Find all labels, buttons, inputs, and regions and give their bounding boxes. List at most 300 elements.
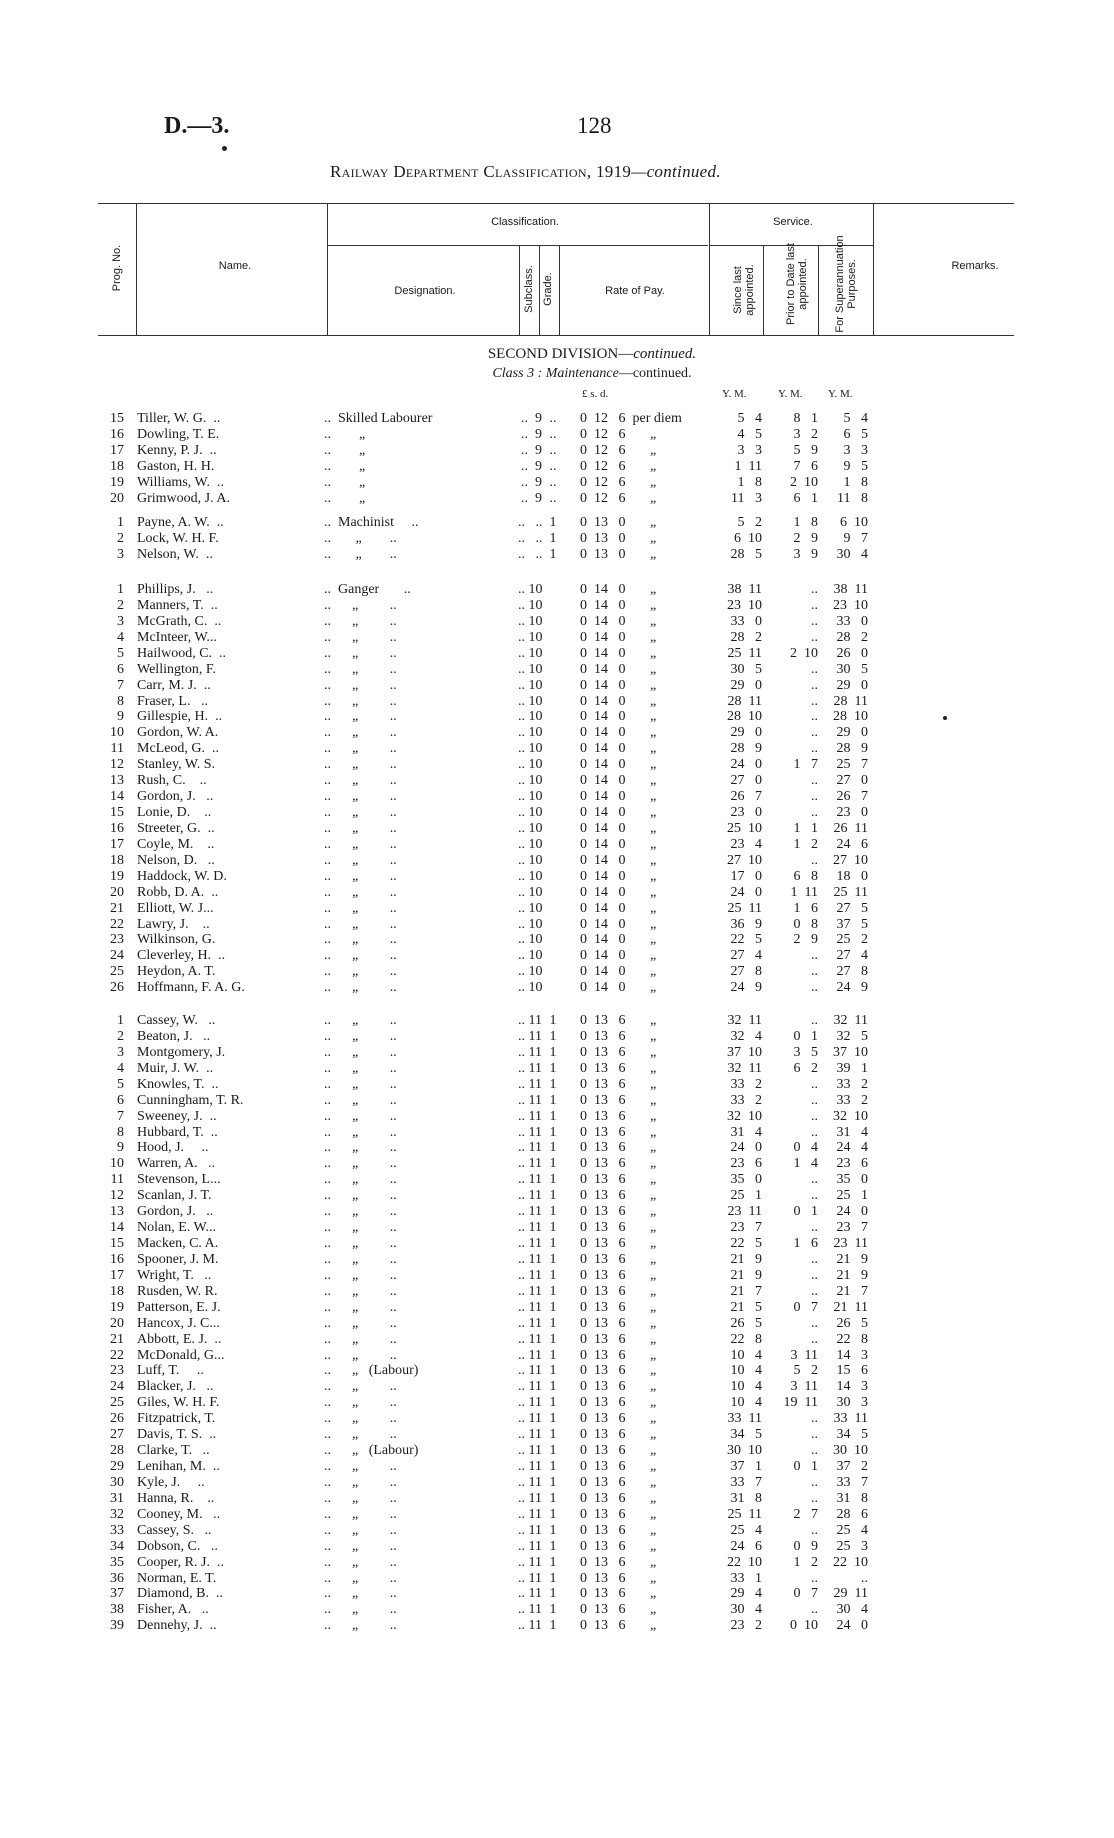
cell-prior: 6 1	[793, 490, 818, 506]
cell-no: 5	[117, 645, 124, 661]
cell-since: 27 0	[730, 773, 762, 789]
cell-no: 4	[117, 629, 124, 645]
cell-desig: .. „ ..	[324, 1522, 397, 1538]
cell-no: 2	[117, 597, 124, 613]
cell-desig: .. „	[324, 458, 366, 474]
cell-rate: 0 14 0 „	[580, 852, 657, 868]
table-row	[0, 678, 1114, 694]
cell-super: 30 4	[836, 1602, 868, 1618]
cell-since: 21 7	[730, 1283, 762, 1299]
cell-rate: 0 13 6 „	[580, 1251, 657, 1267]
table-row	[0, 1236, 1114, 1252]
cell-rate: 0 14 0 „	[580, 932, 657, 948]
cell-prior: 1 2	[793, 836, 818, 852]
cell-no: 6	[117, 661, 124, 677]
cell-desig: .. „ ..	[324, 1490, 397, 1506]
rule-header-bottom	[98, 335, 1014, 336]
cell-super: 24 4	[836, 1140, 868, 1156]
cell-prior: ..	[811, 964, 818, 980]
cell-name: Lenihan, M. ..	[137, 1459, 220, 1475]
cell-sub: .. ..	[518, 530, 543, 546]
cell-no: 6	[117, 1092, 124, 1108]
cell-no: 15	[110, 805, 124, 821]
cell-prior: ..	[811, 725, 818, 741]
cell-since: 37 1	[730, 1459, 762, 1475]
table-row	[0, 531, 1114, 547]
cell-desig: .. „ ..	[324, 980, 397, 996]
cell-grade: 1	[549, 1427, 557, 1443]
cell-desig: .. „ (Labour)	[324, 1363, 419, 1379]
cell-sub: .. 11	[518, 1490, 542, 1506]
cell-super: 29 0	[836, 677, 868, 693]
cell-sub: .. 10	[518, 836, 543, 852]
cell-grade: 1	[549, 1586, 557, 1602]
cell-desig: .. „ ..	[324, 1602, 397, 1618]
cell-desig: .. „ ..	[324, 1044, 397, 1060]
cell-since: 32 10	[727, 1108, 762, 1124]
cell-prior: ..	[811, 980, 818, 996]
cell-name: McGrath, C. ..	[137, 613, 222, 629]
cell-super: 6 10	[840, 515, 868, 530]
cell-super: 23 6	[836, 1156, 868, 1172]
cell-name: Hancox, J. C...	[137, 1315, 220, 1331]
cell-since: 4 5	[737, 426, 762, 442]
cell-name: Giles, W. H. F.	[137, 1395, 220, 1411]
cell-rate: 0 13 6 „	[580, 1283, 657, 1299]
cell-no: 3	[117, 1044, 124, 1060]
cell-no: 17	[110, 836, 124, 852]
cell-prior: 1 7	[793, 757, 818, 773]
cell-since: 6 10	[734, 530, 762, 546]
cell-super: 9 5	[843, 458, 868, 474]
cell-name: Phillips, J. ..	[137, 582, 214, 597]
cell-prior: ..	[811, 1124, 818, 1140]
cell-prior: ..	[811, 852, 818, 868]
cell-name: Spooner, J. M.	[137, 1251, 219, 1267]
cell-rate: 0 14 0 „	[580, 900, 657, 916]
cell-grade: 1	[549, 1315, 557, 1331]
cell-prior: ..	[811, 1331, 818, 1347]
cell-rate: 0 14 0 „	[580, 582, 657, 597]
cell-prior: 2 7	[793, 1506, 818, 1522]
cell-desig: .. „ ..	[324, 629, 397, 645]
cell-super: 25 4	[836, 1522, 868, 1538]
table-row	[0, 773, 1114, 789]
cell-super: 23 10	[833, 597, 868, 613]
cell-grade: 1	[549, 1076, 557, 1092]
table-row	[0, 901, 1114, 917]
cell-super: 27 4	[836, 948, 868, 964]
cell-sub: .. 10	[518, 645, 543, 661]
cell-since: 28 10	[727, 709, 762, 725]
cell-grade: 1	[549, 1236, 557, 1252]
table-row	[0, 1427, 1114, 1443]
cell-prior: ..	[811, 1092, 818, 1108]
cell-desig: .. „ ..	[324, 1331, 397, 1347]
table-row	[0, 917, 1114, 933]
cell-rate: 0 13 6 „	[580, 1618, 657, 1634]
cell-name: Davis, T. S. ..	[137, 1427, 217, 1443]
cell-since: 26 7	[730, 789, 762, 805]
cell-super: 37 10	[833, 1044, 868, 1060]
cell-desig: .. „ ..	[324, 645, 397, 661]
cell-no: 9	[117, 1140, 124, 1156]
table-row	[0, 459, 1114, 475]
cell-since: 29 0	[730, 677, 762, 693]
cell-desig: .. „ ..	[324, 530, 397, 546]
table-row	[0, 1332, 1114, 1348]
cell-super: ..	[861, 1570, 868, 1586]
cell-name: Gordon, J. ..	[137, 1204, 214, 1220]
cell-grade: 1	[549, 1299, 557, 1315]
cell-rate: 0 13 0 „	[580, 546, 657, 562]
table-row	[0, 1188, 1114, 1204]
cell-sub: .. 11	[518, 1140, 542, 1156]
cell-since: 25 11	[727, 900, 762, 916]
cell-since: 1 8	[737, 474, 762, 490]
cell-name: Hanna, R. ..	[137, 1490, 215, 1506]
cell-no: 12	[110, 757, 124, 773]
cell-rate: 0 13 6 „	[580, 1092, 657, 1108]
cell-since: 30 10	[727, 1443, 762, 1459]
cell-desig: .. „ ..	[324, 597, 397, 613]
cell-since: 23 4	[730, 836, 762, 852]
cell-name: Cooper, R. J. ..	[137, 1554, 224, 1570]
cell-no: 21	[110, 900, 124, 916]
cell-no: 1	[117, 582, 124, 597]
cell-prior: ..	[811, 789, 818, 805]
cell-prior: 3 11	[790, 1379, 818, 1395]
cell-since: 25 11	[727, 1506, 762, 1522]
cell-sub: .. 11	[518, 1443, 542, 1459]
cell-rate: 0 13 0 „	[580, 530, 657, 546]
table-row	[0, 1491, 1114, 1507]
cell-name: Clarke, T. ..	[137, 1443, 210, 1459]
cell-prior: ..	[811, 1602, 818, 1618]
cell-sub: .. 10	[518, 709, 543, 725]
cell-rate: 0 14 0 „	[580, 597, 657, 613]
cell-desig: .. „ ..	[324, 1618, 397, 1634]
cell-since: 27 8	[730, 964, 762, 980]
cell-prior: 6 8	[793, 868, 818, 884]
table-row	[0, 547, 1114, 563]
cell-super: 30 4	[836, 546, 868, 562]
cell-no: 3	[117, 546, 124, 562]
cell-super: 27 10	[833, 852, 868, 868]
cell-desig: .. „ ..	[324, 1140, 397, 1156]
cell-sub: .. 11	[518, 1522, 542, 1538]
table-row	[0, 1586, 1114, 1602]
cell-name: Hubbard, T. ..	[137, 1124, 218, 1140]
table-row	[0, 1061, 1114, 1077]
cell-rate: 0 13 6 „	[580, 1299, 657, 1315]
cell-prior: 1 8	[793, 515, 818, 530]
cell-since: 28 9	[730, 741, 762, 757]
cell-grade: 1	[549, 1124, 557, 1140]
cell-rate: 0 13 6 „	[580, 1347, 657, 1363]
table-row	[0, 1156, 1114, 1172]
cell-rate: 0 12 6 per diem	[580, 411, 682, 426]
cell-rate: 0 13 0 „	[580, 515, 657, 530]
table-row	[0, 1602, 1114, 1618]
cell-rate: 0 14 0 „	[580, 964, 657, 980]
cell-grade: 1	[549, 1602, 557, 1618]
cell-sub: .. 10	[518, 629, 543, 645]
cell-since: 24 0	[730, 884, 762, 900]
cell-since: 33 0	[730, 613, 762, 629]
cell-rate: 0 13 6 „	[580, 1140, 657, 1156]
cell-desig: .. „ ..	[324, 1379, 397, 1395]
cell-no: 11	[110, 741, 124, 757]
cell-name: Gordon, W. A.	[137, 725, 219, 741]
vrule-subclass	[539, 245, 540, 335]
cell-since: 34 5	[730, 1427, 762, 1443]
cell-grade: 1	[549, 1060, 557, 1076]
table-row	[0, 980, 1114, 996]
cell-desig: .. Skilled Labourer	[324, 411, 433, 426]
cell-since: 1 11	[734, 458, 762, 474]
cell-desig: .. „ ..	[324, 1474, 397, 1490]
cell-sub: .. 11	[518, 1347, 542, 1363]
cell-no: 22	[110, 916, 124, 932]
cell-prior: ..	[811, 805, 818, 821]
cell-rate: 0 13 6 „	[580, 1236, 657, 1252]
table-row	[0, 1268, 1114, 1284]
cell-since: 25 11	[727, 645, 762, 661]
cell-prior: 6 2	[793, 1060, 818, 1076]
cell-prior: 2 10	[790, 645, 818, 661]
cell-no: 5	[117, 1076, 124, 1092]
cell-sub: .. 11	[518, 1060, 542, 1076]
cell-prior: ..	[811, 709, 818, 725]
cell-name: Fisher, A. ..	[137, 1602, 209, 1618]
cell-desig: .. „ ..	[324, 900, 397, 916]
cell-rate: 0 14 0 „	[580, 836, 657, 852]
cell-sub: .. 11	[518, 1108, 542, 1124]
table-row	[0, 582, 1114, 598]
cell-grade: ..	[549, 426, 557, 442]
class-continued: —continued.	[618, 366, 692, 381]
cell-prior: ..	[811, 773, 818, 789]
cell-since: 32 4	[730, 1028, 762, 1044]
cell-super: 33 2	[836, 1076, 868, 1092]
cell-desig: .. „ ..	[324, 1554, 397, 1570]
cell-name: Gaston, H. H.	[137, 458, 215, 474]
cell-rate: 0 14 0 „	[580, 725, 657, 741]
cell-desig: .. „ ..	[324, 1347, 397, 1363]
cell-sub: .. 10	[518, 964, 543, 980]
cell-grade: 1	[549, 1379, 557, 1395]
cell-rate: 0 13 6 „	[580, 1108, 657, 1124]
cell-no: 33	[110, 1522, 124, 1538]
cell-since: 3 3	[737, 442, 762, 458]
cell-desig: .. „ ..	[324, 1013, 397, 1028]
cell-name: Blacker, J. ..	[137, 1379, 214, 1395]
cell-super: 25 1	[836, 1188, 868, 1204]
cell-rate: 0 14 0 „	[580, 677, 657, 693]
cell-name: Manners, T. ..	[137, 597, 218, 613]
cell-prior: 0 9	[793, 1538, 818, 1554]
cell-rate: 0 13 6 „	[580, 1395, 657, 1411]
cell-name: Stanley, W. S.	[137, 757, 216, 773]
cell-super: 21 11	[833, 1299, 868, 1315]
cell-sub: .. 10	[518, 677, 543, 693]
cell-desig: .. „ ..	[324, 1236, 397, 1252]
cell-since: 10 4	[730, 1395, 762, 1411]
cell-rate: 0 14 0 „	[580, 868, 657, 884]
cell-rate: 0 13 6 „	[580, 1538, 657, 1554]
cell-name: Cleverley, H. ..	[137, 948, 226, 964]
division-heading	[0, 346, 1114, 363]
cell-rate: 0 13 6 „	[580, 1506, 657, 1522]
header-prior-to-date: Prior to Date last appointed.	[785, 243, 809, 325]
header-for-super: For Superannuation Purposes.	[834, 235, 858, 333]
cell-super: 28 10	[833, 709, 868, 725]
vrule-grade	[559, 245, 560, 335]
cell-sub: .. 10	[518, 980, 543, 996]
cell-no: 15	[110, 1236, 124, 1252]
vrule-classification	[709, 203, 710, 335]
cell-no: 18	[110, 1283, 124, 1299]
cell-prior: ..	[811, 629, 818, 645]
cell-sub: .. 10	[518, 932, 543, 948]
cell-no: 19	[110, 474, 124, 490]
table-row	[0, 789, 1114, 805]
cell-sub: .. 10	[518, 852, 543, 868]
cell-desig: .. „ ..	[324, 613, 397, 629]
cell-prior: 3 11	[790, 1347, 818, 1363]
table-row	[0, 1172, 1114, 1188]
cell-since: 28 5	[730, 546, 762, 562]
cell-name: Norman, E. T.	[137, 1570, 217, 1586]
cell-no: 9	[117, 709, 124, 725]
cell-desig: .. „ ..	[324, 773, 397, 789]
cell-grade: 1	[549, 1140, 557, 1156]
cell-prior: ..	[811, 1108, 818, 1124]
cell-desig: .. „ (Labour)	[324, 1443, 419, 1459]
cell-name: Cassey, S. ..	[137, 1522, 212, 1538]
cell-name: Hoffmann, F. A. G.	[137, 980, 245, 996]
cell-super: 6 5	[843, 426, 868, 442]
cell-name: Streeter, G. ..	[137, 820, 215, 836]
cell-prior: 1 11	[790, 884, 818, 900]
cell-super: 28 11	[833, 693, 868, 709]
cell-desig: .. „ ..	[324, 757, 397, 773]
cell-prior: ..	[811, 1283, 818, 1299]
cell-grade: 1	[549, 1251, 557, 1267]
cell-sub: .. 11	[518, 1251, 542, 1267]
cell-sub: .. 10	[518, 773, 543, 789]
cell-prior: ..	[811, 597, 818, 613]
cell-super: 14 3	[836, 1347, 868, 1363]
cell-rate: 0 14 0 „	[580, 645, 657, 661]
table-row	[0, 646, 1114, 662]
cell-no: 13	[110, 1204, 124, 1220]
cell-name: Rusden, W. R.	[137, 1283, 218, 1299]
vrule-since	[763, 245, 764, 335]
cell-sub: .. 11	[518, 1395, 542, 1411]
cell-rate: 0 12 6 „	[580, 474, 657, 490]
cell-sub: .. 10	[518, 948, 543, 964]
page-number: 128	[577, 113, 612, 138]
cell-sub: .. 9	[521, 426, 542, 442]
cell-super: 28 6	[836, 1506, 868, 1522]
cell-rate: 0 14 0 „	[580, 916, 657, 932]
table-row	[0, 1077, 1114, 1093]
cell-rate: 0 13 6 „	[580, 1267, 657, 1283]
cell-name: Luff, T. ..	[137, 1363, 204, 1379]
cell-rate: 0 13 6 „	[580, 1331, 657, 1347]
cell-prior: ..	[811, 1220, 818, 1236]
cell-grade: 1	[549, 1363, 557, 1379]
cell-super: 31 4	[836, 1124, 868, 1140]
cell-name: Dowling, T. E.	[137, 426, 220, 442]
cell-no: 8	[117, 693, 124, 709]
division-continued: continued.	[633, 346, 697, 362]
table-row	[0, 1140, 1114, 1156]
cell-desig: .. „ ..	[324, 546, 397, 562]
cell-prior: 2 10	[790, 474, 818, 490]
header-remarks: Remarks.	[951, 260, 999, 272]
cell-desig: .. „ ..	[324, 1092, 397, 1108]
cell-prior: ..	[811, 661, 818, 677]
cell-no: 10	[110, 1156, 124, 1172]
cell-desig: .. „ ..	[324, 709, 397, 725]
cell-name: Hood, J. ..	[137, 1140, 209, 1156]
cell-rate: 0 13 6 „	[580, 1060, 657, 1076]
cell-sub: .. ..	[518, 546, 543, 562]
cell-no: 13	[110, 773, 124, 789]
cell-desig: .. „ ..	[324, 1204, 397, 1220]
cell-rate: 0 12 6 „	[580, 426, 657, 442]
table-row	[0, 1109, 1114, 1125]
cell-name: Elliott, W. J...	[137, 900, 214, 916]
cell-since: 23 0	[730, 805, 762, 821]
cell-grade: 1	[549, 1506, 557, 1522]
cell-super: 25 11	[833, 884, 868, 900]
cell-grade: 1	[549, 1331, 557, 1347]
cell-since: 24 6	[730, 1538, 762, 1554]
cell-name: Williams, W. ..	[137, 474, 224, 490]
header-prog-no: Prog. No.	[111, 244, 123, 292]
cell-since: 21 9	[730, 1267, 762, 1283]
table-row	[0, 1395, 1114, 1411]
cell-sub: .. 10	[518, 884, 543, 900]
cell-sub: .. 11	[518, 1044, 542, 1060]
unit-money: £ s. d.	[582, 388, 609, 400]
cell-desig: .. „	[324, 490, 366, 506]
cell-prior: 0 7	[793, 1299, 818, 1315]
vrule-designation	[519, 245, 520, 335]
cell-sub: .. 10	[518, 789, 543, 805]
cell-super: 32 11	[833, 1013, 868, 1028]
cell-grade: 1	[549, 1459, 557, 1475]
cell-desig: .. „ ..	[324, 677, 397, 693]
cell-desig: .. „ ..	[324, 789, 397, 805]
cell-rate: 0 13 6 „	[580, 1013, 657, 1028]
cell-since: 23 2	[730, 1618, 762, 1634]
cell-name: Diamond, B. ..	[137, 1586, 223, 1602]
header-rate-of-pay: Rate of Pay.	[605, 285, 665, 297]
cell-since: 27 10	[727, 852, 762, 868]
table-row	[0, 1252, 1114, 1268]
cell-since: 21 5	[730, 1299, 762, 1315]
cell-no: 24	[110, 1379, 124, 1395]
cell-desig: .. „ ..	[324, 836, 397, 852]
table-row	[0, 821, 1114, 837]
cell-sub: .. 9	[521, 442, 542, 458]
cell-no: 1	[117, 1013, 124, 1028]
